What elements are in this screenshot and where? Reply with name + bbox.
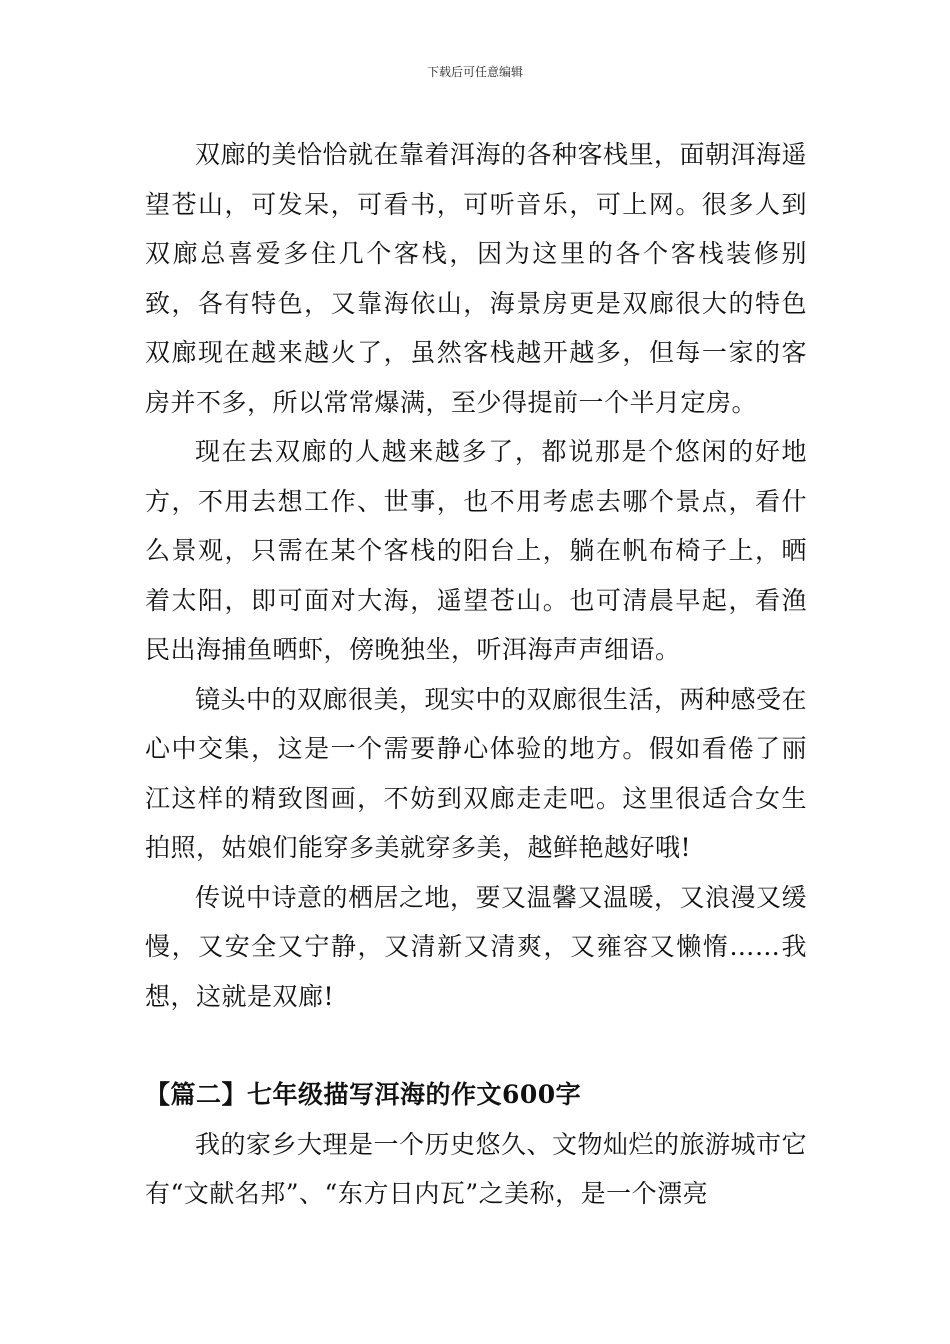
section-paragraph-1: 我的家乡大理是一个历史悠久、文物灿烂的旅游城市它有“文献名邦”、“东方日内瓦”之美称，是一个漂亮: [145, 1129, 808, 1208]
body-paragraph-1: 双廊的美恰恰就在靠着洱海的各种客栈里，面朝洱海遥望苍山，可发呆，可看书，可听音乐，可上网。很多人到双廊总喜爱多住几个客栈，因为这里的各个客栈装修别致，各有特色，又靠海依山，海景房更是双廊很大的特色双廊现在越来越火了，虽然客栈越开越多，但每一家的客房并不多，所以常常爆满，至少得提前一个半月定房。: [145, 140, 808, 417]
body-paragraph-3: 镜头中的双廊很美，现实中的双廊很生活，两种感受在心中交集，这是一个需要静心体验的地方。假如看倦了丽江这样的精致图画，不妨到双廊走走吧。这里很适合女生拍照，姑娘们能穿多美就穿多美，越鲜艳越好哦!: [145, 684, 808, 862]
document-body: [145, 130, 807, 1219]
section-heading: 【篇二】七年级描写洱海的作文600字: [145, 1080, 582, 1109]
page-header-note: 下载后可任意编辑: [426, 65, 523, 79]
section-spacer: [145, 1021, 807, 1070]
body-paragraph-2: 现在去双廊的人越来越多了，都说那是个悠闲的好地方，不用去想工作、世事，也不用考虑去哪个景点，看什么景观，只需在某个客栈的阳台上，躺在帆布椅子上，晒着太阳，即可面对大海，遥望苍山。也可清晨早起，看渔民出海捕鱼晒虾，傍晚独坐，听洱海声声细语。: [145, 437, 807, 664]
body-paragraph-4: 传说中诗意的栖居之地，要又温馨又温暖，又浪漫又缓慢，又安全又宁静，又清新又清爽，又雍容又懒惰……我想，这就是双廊!: [145, 882, 808, 1011]
